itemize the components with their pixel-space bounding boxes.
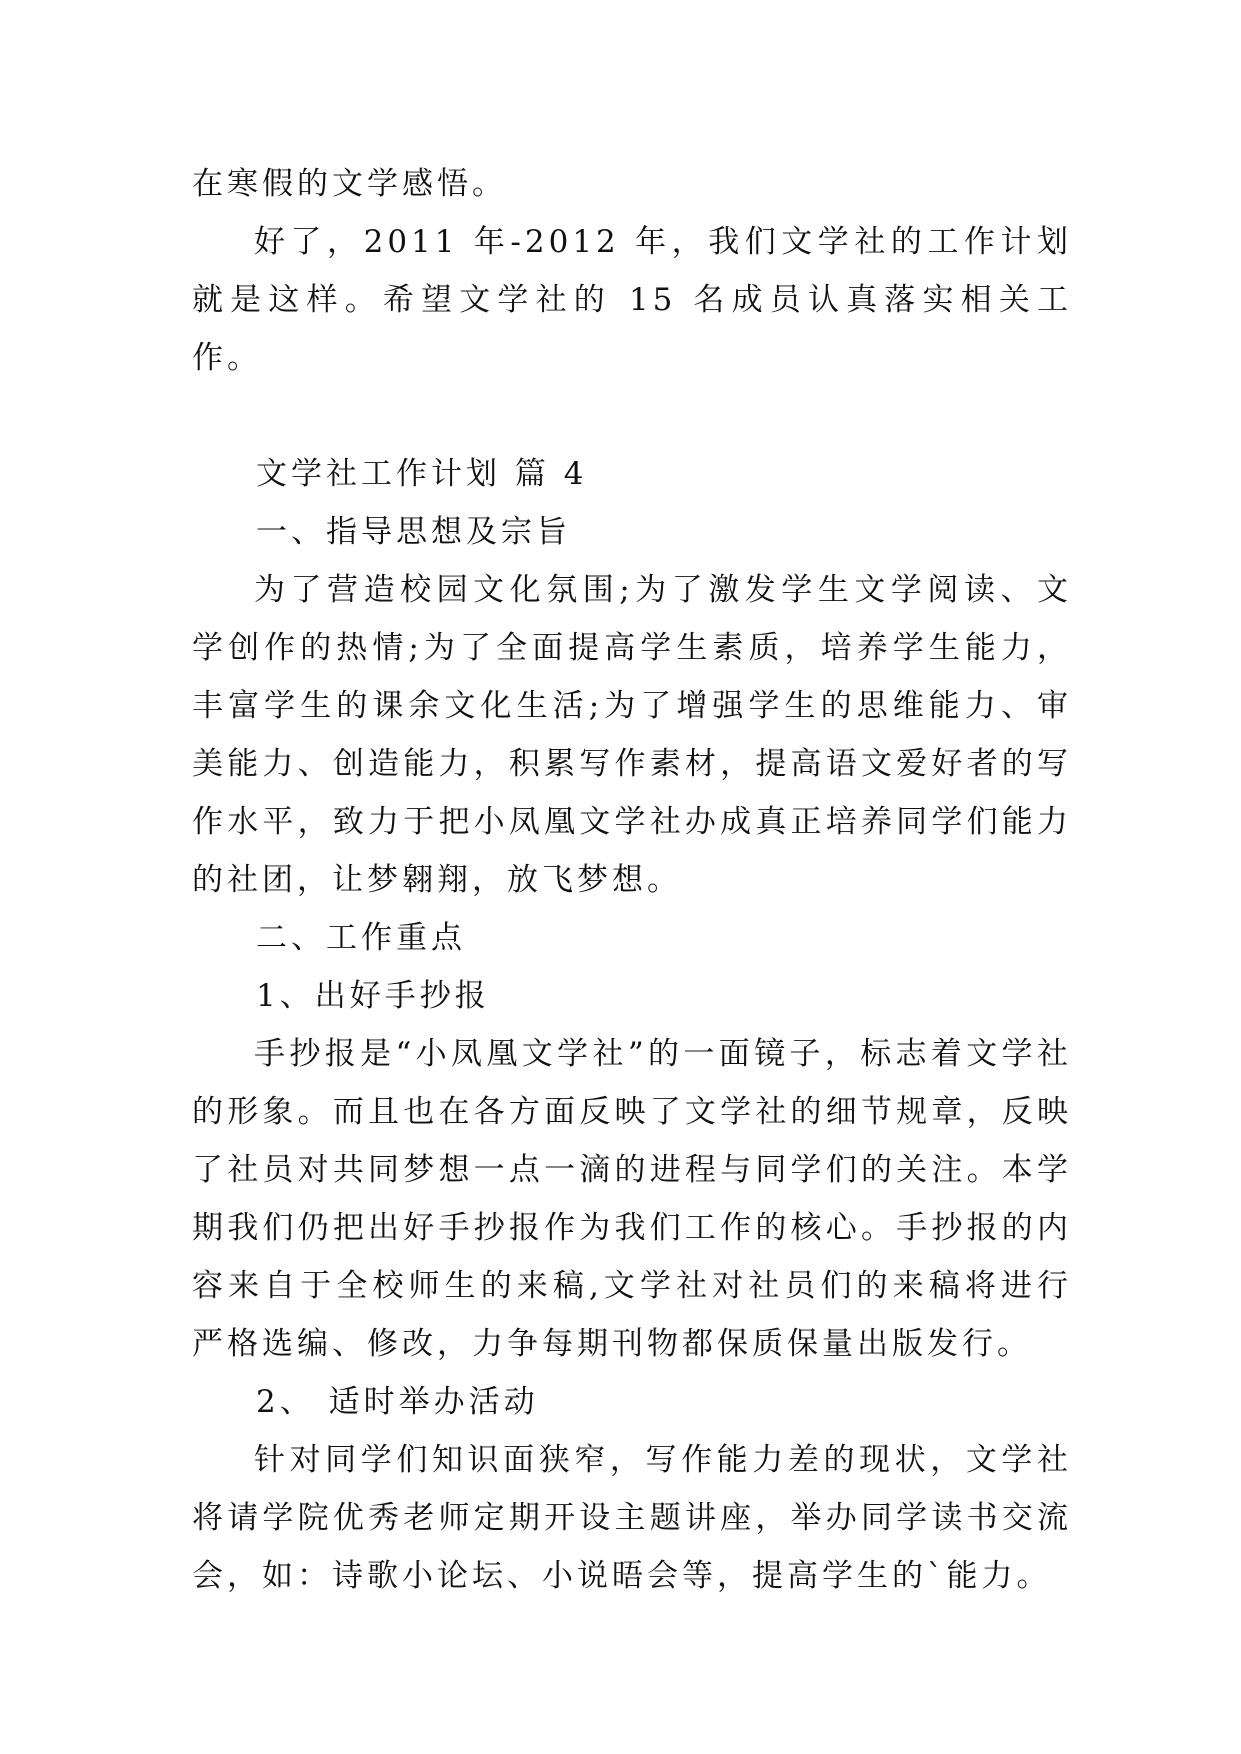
heading-activities: 2、 适时举办活动	[256, 1384, 539, 1420]
paragraph-handwritten-newspaper: 手抄报是“小凤凰文学社”的一面镜子，标志着文学社的形象。而且也在各方面反映了文学社的细节规章，反映了社员对共同梦想一点一滴的进程与同学们的关注。本学期我们仍把出好手抄报作为我们工作的核心。手抄报的内容来自于全校师生的来稿,文学社对社员们的来稿将进行严格选编、修改，力争每期刊物都保质保量出版发行。	[192, 1036, 1072, 1362]
heading-work-focus: 二、工作重点	[256, 920, 466, 956]
paragraph-activities: 针对同学们知识面狭窄，写作能力差的现状，文学社将请学院优秀老师定期开设主题讲座，举办同学读书交流会，如：诗歌小论坛、小说晤会等，提高学生的`能力。	[192, 1442, 1072, 1594]
document-body	[192, 155, 1072, 1605]
paragraph-conclusion: 好了，2011 年-2012 年，我们文学社的工作计划就是这样。希望文学社的 15 名成员认真落实相关工作。	[192, 224, 1072, 376]
section-title: 文学社工作计划 篇 4	[256, 456, 588, 492]
paragraph-continuation: 在寒假的文学感悟。	[192, 166, 507, 202]
paragraph-guiding-ideology: 为了营造校园文化氛围;为了激发学生文学阅读、文学创作的热情;为了全面提高学生素质，培养学生能力，丰富学生的课余文化生活;为了增强学生的思维能力、审美能力、创造能力，积累写作素材，提高语文爱好者的写作水平，致力于把小凤凰文学社办成真正培养同学们能力的社团，让梦翱翔，放飞梦想。	[192, 572, 1072, 898]
heading-handwritten-newspaper: 1、出好手抄报	[256, 978, 490, 1014]
heading-guiding-ideology: 一、指导思想及宗旨	[256, 514, 571, 550]
